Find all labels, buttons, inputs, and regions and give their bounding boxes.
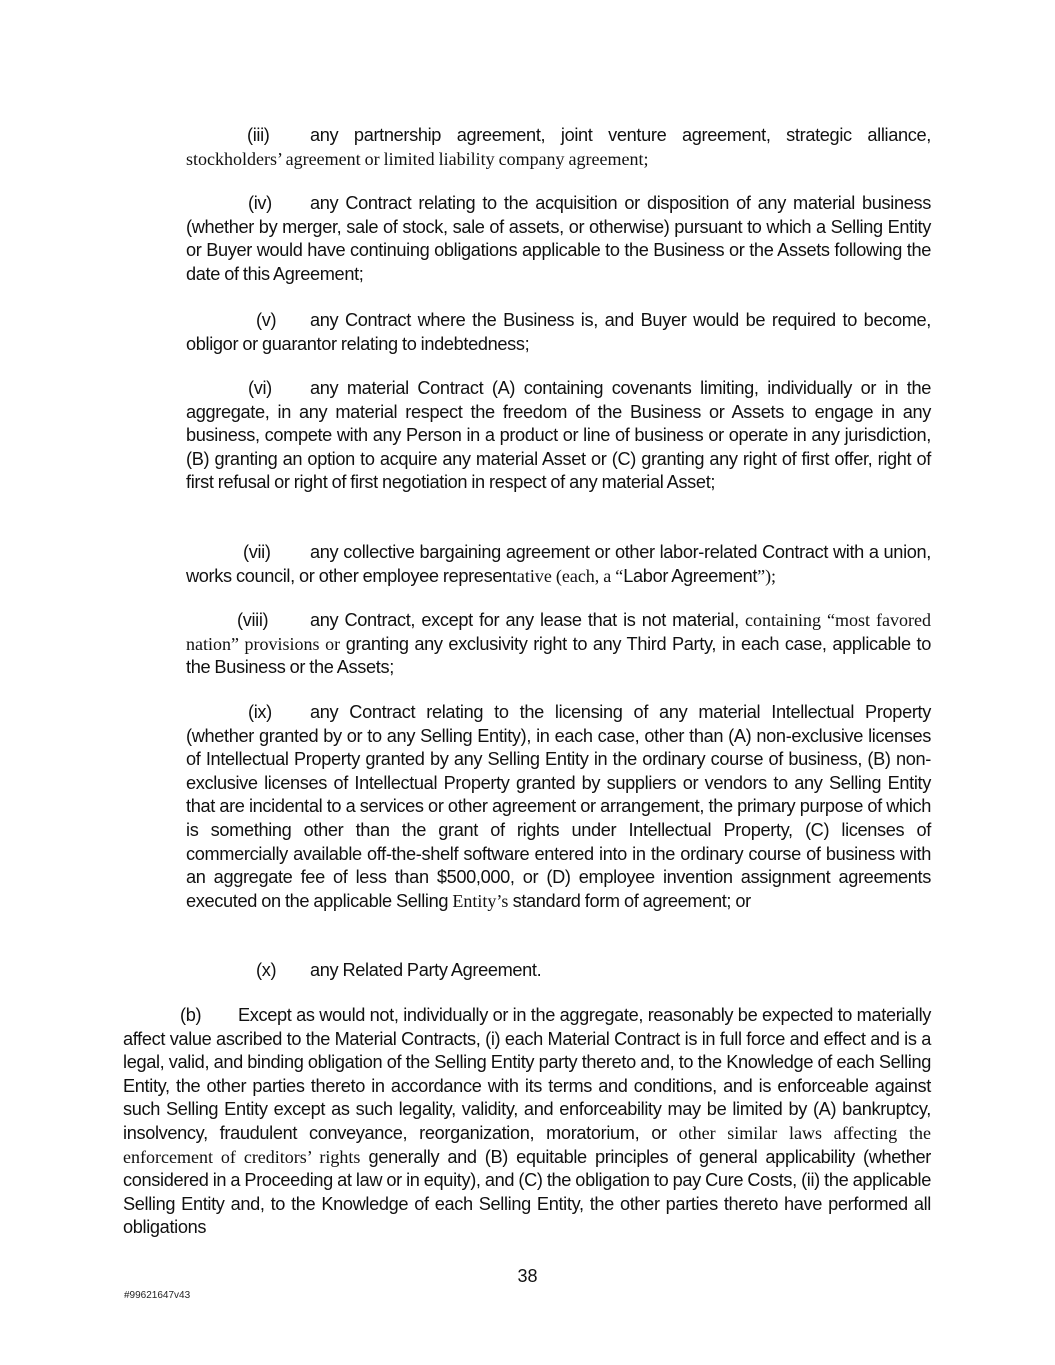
- clause-text-serif: tative (each, a “: [511, 565, 624, 586]
- clause-label: (v): [256, 310, 277, 330]
- clause-ix: [186, 701, 931, 913]
- clause-text: any material Contract (A) containing covenants limiting, individually or in the aggregate, in any material respect the freedom of the Business or Assets to engage in any business, compete with any Person in a product or line of business or operate in any jurisdiction, (B) granting an option to acquire any material Asset or (C) granting any right of first offer, right of first refusal or right of first negotiation in respect of any material Asset;: [186, 378, 931, 493]
- clause-label: (viii): [237, 610, 269, 630]
- clause-viii: [186, 609, 931, 680]
- clause-text: standard form of agreement; or: [508, 890, 751, 911]
- clause-text-serif: stockholders’ agreement or limited liability company agreement;: [186, 148, 649, 169]
- clause-label: (iii): [247, 125, 270, 145]
- clause-text: any Contract relating to the licensing of any material Intellectual Property (whether granted by or to any Selling Entity), in each case, other than (A) non-exclusive licenses of Intellectual Property granted by any Selling Entity in the ordinary course of business, (B) non-exclusive licenses of Intellectual Property granted by suppliers or vendors to any Selling Entity that are incidental to a services or other agreement or arrangement, the primary purpose of which is something other than the grant of rights under Intellectual Property, (C) licenses of commercially available off-the-shelf software entered into in the ordinary course of business with an aggregate fee of less than $500,000, or (D) employee invention assignment agreements executed on the applicable Selling: [186, 702, 931, 911]
- clause-label: (ix): [248, 702, 272, 722]
- section-text: generally and (B) equitable principles of general applicability (whether considered in a Proceeding at law or in equity), and (C) the obligation to pay Cure Costs, (ii) the applicable Selling Entity and, to the Knowledge of each Selling Entity, the other parties thereto have performed all obligations: [123, 1146, 931, 1238]
- clause-label: (x): [256, 960, 277, 980]
- section-text: Except as would not, individually or in the aggregate, reasonably be expected to materially affect value ascribed to the Material Contracts, (i) each Material Contract is in full force and effect and is a legal, valid, and binding obligation of the Selling Entity party thereto and, to the Knowledge of each Selling Entity, the other parties thereto in accordance with its terms and conditions, and is enforceable against such Selling Entity except as such legality, validity, and enforceability may be limited by (A) bankruptcy, insolvency, fraudulent conveyance, reorganization, moratorium, or: [123, 1005, 931, 1143]
- clause-text-serif: ”);: [757, 565, 777, 586]
- section-b: [123, 1004, 931, 1240]
- clause-text: any collective bargaining agreement or other labor-related Contract with a union, works council, or other employee represen: [186, 542, 931, 586]
- document-id: #99621647v43: [124, 1290, 191, 1301]
- clause-label: (vi): [248, 378, 272, 398]
- clause-text: any Contract where the Business is, and Buyer would be required to become, obligor or guarantor relating to indebtedness;: [186, 310, 931, 354]
- defined-term: Labor Agreement: [623, 565, 758, 586]
- clause-label: (vii): [243, 542, 271, 562]
- clause-text: any Contract relating to the acquisition or disposition of any material business (whether by merger, sale of stock, sale of assets, or otherwise) pursuant to which a Selling Entity or Buyer would have continuing obligations applicable to the Business or the Assets following the date of this Agreement;: [186, 193, 931, 284]
- clause-vi: [186, 377, 931, 495]
- clause-text: granting any exclusivity right to any Third Party, in each case, applicable to the Business or the Assets;: [186, 633, 931, 678]
- clause-text: any partnership agreement, joint venture agreement, strategic alliance,: [310, 125, 931, 145]
- clause-iv: [186, 192, 931, 286]
- clause-text: any Contract, except for any lease that is not material,: [310, 610, 745, 630]
- clause-text: any Related Party Agreement.: [310, 960, 542, 980]
- section-label: (b): [180, 1005, 202, 1025]
- clause-v: [186, 309, 931, 356]
- page-number: 38: [517, 1266, 538, 1286]
- clause-text-serif: containing “most favored nation” provisions or: [186, 610, 931, 654]
- clause-vii: [186, 541, 931, 588]
- clause-x: [186, 959, 931, 983]
- clause-label: (iv): [248, 193, 272, 213]
- clause-iii: [186, 124, 931, 171]
- clause-text-serif: Entity’s: [452, 890, 509, 911]
- section-text-serif: other similar laws affecting the enforcement of creditors’ rights: [123, 1122, 932, 1167]
